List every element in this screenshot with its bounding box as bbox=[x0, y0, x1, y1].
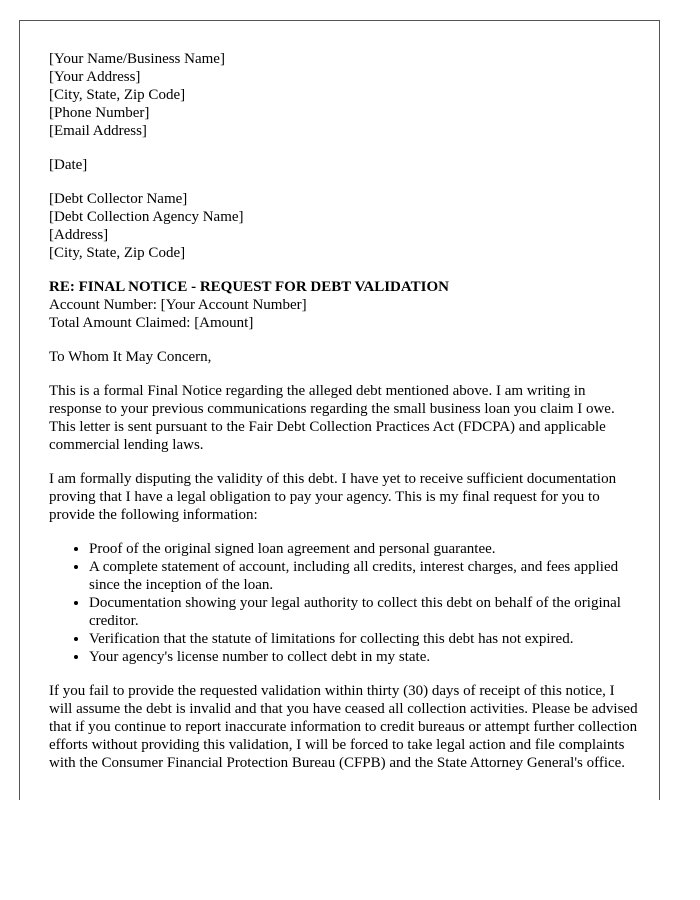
sender-name: [Your Name/Business Name] bbox=[49, 51, 225, 67]
paragraph-intro: This is a formal Final Notice regarding the alleged debt mentioned above. I am writing in response to your previous communications regarding the small business loan you claim I owe. This letter is sent pursuant to the Fair Debt Collection Practices Act (FDCPA) and applicable commercial lending laws. bbox=[49, 383, 615, 453]
total-amount: Total Amount Claimed: [Amount] bbox=[49, 315, 254, 331]
account-number: Account Number: [Your Account Number] bbox=[49, 297, 307, 313]
recipient-city-state-zip: [City, State, Zip Code] bbox=[49, 245, 186, 261]
salutation: To Whom It May Concern, bbox=[49, 349, 212, 365]
sender-phone: [Phone Number] bbox=[49, 105, 150, 121]
letter-date: [Date] bbox=[49, 157, 88, 173]
list-item: • A complete statement of account, including all credits, interest charges, and fees applied since the inception of the loan. bbox=[89, 558, 639, 594]
sender-block bbox=[49, 50, 639, 140]
sender-address: [Your Address] bbox=[49, 69, 141, 85]
paragraph-dispute: I am formally disputing the validity of this debt. I have yet to receive sufficient documentation proving that I have a legal obligation to pay your agency. This is my final request for you to provide the following information: bbox=[49, 471, 617, 523]
recipient-agency-name: [Debt Collection Agency Name] bbox=[49, 209, 244, 225]
sender-email: [Email Address] bbox=[49, 123, 147, 139]
subject-title: RE: FINAL NOTICE - REQUEST FOR DEBT VALIDATION bbox=[49, 279, 449, 295]
sender-city-state-zip: [City, State, Zip Code] bbox=[49, 87, 186, 103]
recipient-block bbox=[49, 190, 639, 262]
list-item: • Your agency's license number to collect debt in my state. bbox=[89, 648, 639, 666]
letter-page bbox=[19, 20, 660, 800]
list-item: • Verification that the statute of limitations for collecting this debt has not expired. bbox=[89, 630, 639, 648]
list-item: • Proof of the original signed loan agreement and personal guarantee. bbox=[89, 540, 639, 558]
request-list bbox=[49, 540, 639, 666]
subject-block bbox=[49, 278, 639, 332]
recipient-collector-name: [Debt Collector Name] bbox=[49, 191, 188, 207]
letter-content bbox=[49, 50, 639, 788]
recipient-address: [Address] bbox=[49, 227, 109, 243]
date-block bbox=[49, 156, 639, 174]
paragraph-warning: If you fail to provide the requested validation within thirty (30) days of receipt of this notice, I will assume the debt is invalid and that you have ceased all collection activities. Please be advised that if you continue to report inaccurate information to credit bureaus or attempt further collection efforts without providing this validation, I will be forced to take legal action and file complaints with the Consumer Financial Protection Bureau (CFPB) and the State Attorney General's office. bbox=[49, 683, 638, 771]
list-item: • Documentation showing your legal authority to collect this debt on behalf of the original creditor. bbox=[89, 594, 639, 630]
